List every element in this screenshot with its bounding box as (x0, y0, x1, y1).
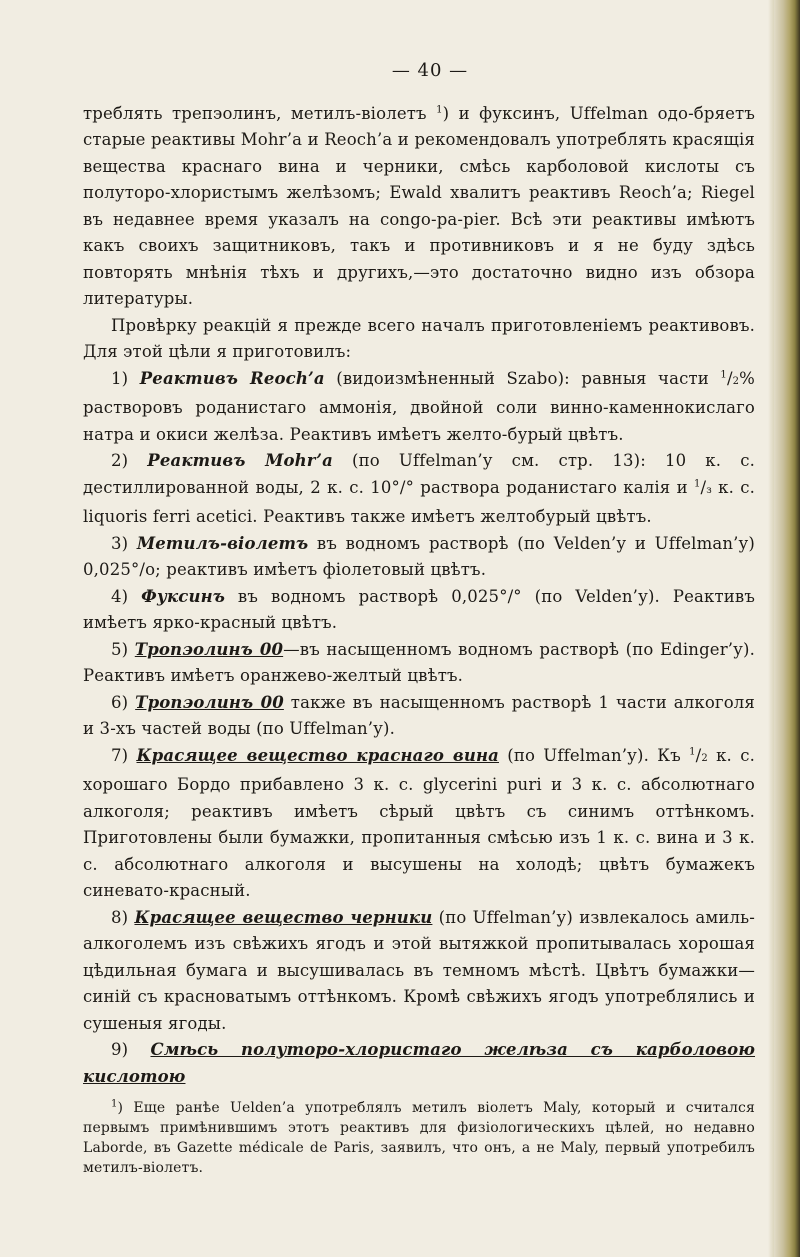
text-run: 6) (111, 692, 136, 712)
text-run: (по Uffelman’у см. стр. 13): 10 к. с. дестиллированной воды, 2 к. с. 10°/° раствора роданистаго калія и (83, 451, 756, 497)
text-run: ) и фуксинъ, Uffelman одо-бряетъ старые реактивы Mohr’а и Reoch’а и рекомендовалъ употреблять красящія вещества краснаго вина и черники, смѣсь карболовой кислоты съ полуторо-хлористымъ желѣзомъ; Ewald хвалитъ реактивъ Reoch’а; Riegel въ недавнее время указалъ на congo-ра-pier. Всѣ эти реактивы имѣютъ какъ своихъ защитниковъ, такъ и противниковъ и я не буду здѣсь повторять мнѣнія тѣхъ и другихъ,—это достаточно видно изъ обзора литературы. (83, 103, 755, 308)
text-run: 2) (111, 451, 148, 470)
reagent-item-7 (83, 743, 755, 905)
text-run: к. с. liquoris ferri acetici. Реактивъ также имѣетъ желтобурый цвѣтъ. (83, 477, 755, 526)
text-run: 4) (111, 586, 142, 606)
text-run: 1) (111, 368, 140, 388)
text-run: Реактивъ Mohr’а (147, 451, 333, 470)
text-run: 1 (694, 478, 701, 489)
text-run: 2 (701, 752, 708, 764)
reagent-item-3 (83, 531, 755, 584)
text-run: / (726, 368, 733, 388)
text-run: Фуксинъ (141, 586, 225, 606)
reagent-item-8 (83, 905, 755, 1038)
text-run: 1 (111, 1098, 118, 1110)
text-run: (по Uffelman’у). Къ (498, 745, 690, 765)
text-run: к. с. хорошаго Бордо прибавлено 3 к. с. glycerini puri и 3 к. с. абсолютнаго алкоголя; реактивъ имѣетъ сѣрый цвѣтъ съ синимъ оттѣнкомъ. Приготовлены были бумажки, пропитанныя смѣсью изъ 1 к. с. вина и 3 к. с. абсолютнаго алкоголя и высушены на холодѣ; цвѣтъ бумажекъ синевато-красный. (83, 745, 755, 900)
text-run: Тропэолинъ 00 (135, 692, 284, 712)
page-number: — 40 — (391, 60, 469, 81)
paragraph-reagents-intro: Провѣрку реакцій я прежде всего началъ приготовленіемъ реактивовъ. Для этой цѣли я приготовилъ: (83, 315, 755, 361)
text-run: Метилъ-віолетъ (136, 533, 309, 553)
page-edge (774, 0, 800, 1257)
reagent-item-2 (83, 448, 755, 531)
footnote-1 (83, 1098, 755, 1178)
text-run: / (695, 745, 702, 765)
text-run: въ водномъ растворѣ 0,025°/° (по Velden’у). Реактивъ имѣетъ ярко-красный цвѣтъ. (83, 586, 755, 632)
footnotes (83, 1098, 755, 1178)
text-run: Реактивъ Reoch’а (139, 368, 325, 388)
intro-paragraph (83, 101, 755, 313)
text-run: Смѣсь полуторо-хлористаго желѣза съ карболовою кислотою (83, 1040, 756, 1086)
reagent-item-1 (83, 366, 755, 449)
text-run: 3) (111, 533, 137, 553)
reagent-item-9 (83, 1037, 755, 1090)
reagent-item-5 (83, 637, 755, 690)
text-run: (по Uffelman’у) извлекалось амиль-алкоголемъ изъ свѣжихъ ягодъ и этой вытяжкой пропитывалась хорошая цѣдильная бумага и высушивалась въ темномъ мѣстѣ. Цвѣтъ бумажки—синій съ красноватымъ оттѣнкомъ. Кромѣ свѣжихъ ягодъ употреблялись и сушеныя ягоды. (83, 907, 755, 1033)
text-run: Красящее вещество черники (134, 907, 433, 927)
text-run: треблять трепэолинъ, метилъ-віолетъ (83, 103, 437, 123)
reagent-item-4 (83, 584, 755, 637)
text-run: (видоизмѣненный Szabo): равныя части (324, 368, 721, 388)
text-run: —въ насыщенномъ водномъ растворѣ (по Edinger’у). Реактивъ имѣетъ оранжево-желтый цвѣтъ. (83, 639, 755, 685)
text-run: 1 (720, 369, 727, 380)
text-run: % растворовъ роданистаго аммонія, двойной соли винно-каменнокислаго натра и окиси желѣза. Реактивъ имѣетъ желто-бурый цвѣтъ. (83, 368, 756, 444)
text-run: 7) (111, 745, 137, 765)
text-run: Красящее вещество краснаго вина (136, 745, 499, 765)
reagent-item-6 (83, 690, 755, 743)
text-run: / (700, 477, 707, 497)
text-run: 8) (111, 907, 135, 927)
text-run: ) Еще ранѣе Uelden’а употреблялъ метилъ віолетъ Maly, который и считался первымъ примѣнившимъ этотъ реактивъ для физіологическихъ цѣлей, но недавно Laborde, въ Gazette médicale de Paris, заявилъ, что онъ, а не Maly, первый употребилъ метилъ-віолетъ. (83, 1100, 755, 1176)
text-run: Тропэолинъ 00 (134, 639, 284, 659)
text-run: также въ насыщенномъ растворѣ 1 части алкоголя и 3-хъ частей воды (по Uffelman’у). (83, 692, 755, 738)
text-run: 2 (732, 375, 740, 387)
page-content (83, 58, 755, 1178)
text-run: з (706, 484, 712, 496)
text-run: 5) (111, 639, 135, 659)
text-run: въ водномъ растворѣ (по Velden’у и Uffelman’у) 0,025°/о; реактивъ имѣетъ фіолетовый цвѣтъ. (83, 533, 755, 579)
text-run: 1 (689, 746, 696, 757)
text-run: 9) (111, 1040, 151, 1059)
text-run: 1 (436, 104, 443, 115)
